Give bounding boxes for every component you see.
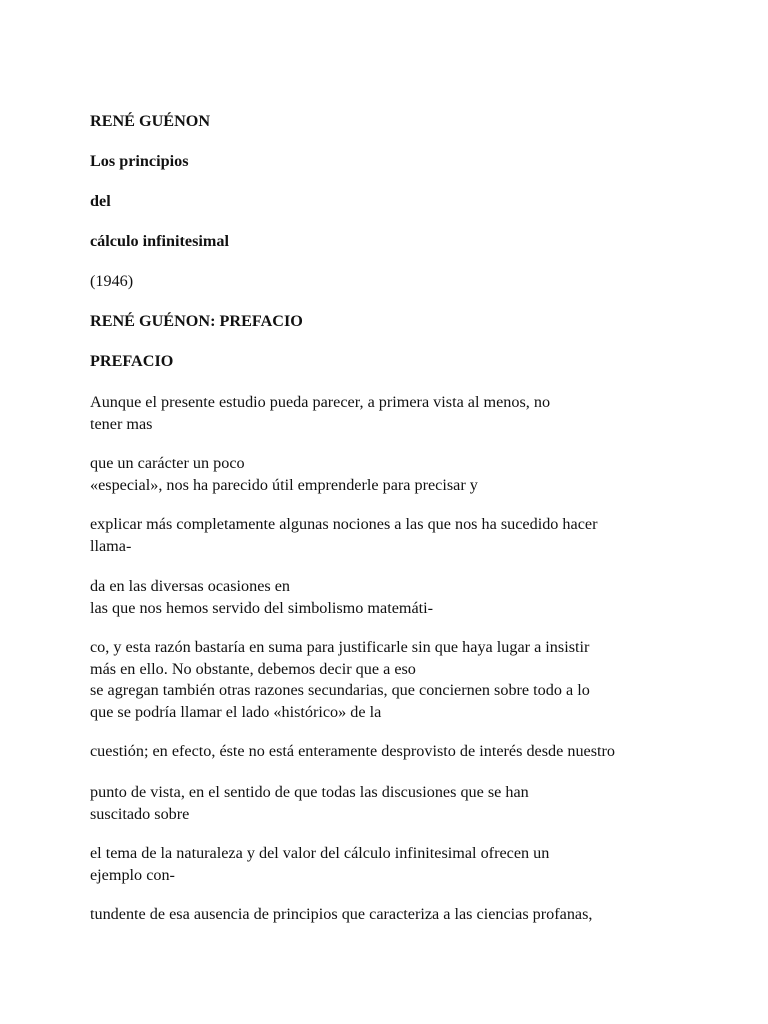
- paragraph-2: [90, 453, 690, 496]
- text-line: más en ello. No obstante, debemos decir que a eso: [90, 659, 416, 678]
- text-line: llama-: [90, 536, 132, 555]
- text-line: explicar más completamente algunas nociones a las que nos ha sucedido hacer: [90, 515, 598, 533]
- paragraph-9: [90, 904, 690, 926]
- text-line: suscitado sobre: [90, 804, 190, 823]
- section-heading: RENÉ GUÉNON: PREFACIO: [90, 312, 303, 330]
- text-line: tundente de esa ausencia de principios que caracteriza a las ciencias profanas,: [90, 905, 593, 923]
- text-line: Aunque el presente estudio pueda parecer, a primera vista al menos, no: [90, 393, 551, 411]
- text-line: se agregan también otras razones secundarias, que conciernen sobre todo a lo: [90, 681, 590, 699]
- text-line: las que nos hemos servido del simbolismo matemáti-: [90, 598, 434, 617]
- paragraph-8: [90, 843, 690, 886]
- paragraph-1: [90, 392, 690, 435]
- text-line: da en las diversas ocasiones en: [90, 577, 291, 595]
- text-line: punto de vista, en el sentido de que todas las discusiones que se han: [90, 783, 529, 801]
- preface-heading: PREFACIO: [90, 352, 174, 370]
- text-line: que un carácter un poco: [90, 454, 245, 472]
- text-line: el tema de la naturaleza y del valor del cálculo infinitesimal ofrecen un: [90, 844, 550, 862]
- publication-year: (1946): [90, 272, 134, 290]
- text-line: que se podría llamar el lado «histórico» de la: [90, 702, 382, 721]
- text-line: cuestión; en efecto, éste no está enteramente desprovisto de interés desde nuestro: [90, 742, 616, 760]
- paragraph-5: [90, 637, 690, 723]
- text-line: «especial», nos ha parecido útil emprenderle para precisar y: [90, 475, 478, 494]
- text-line: ejemplo con-: [90, 865, 175, 884]
- title-line-1: Los principios: [90, 152, 189, 170]
- title-line-2: del: [90, 192, 111, 210]
- author-heading: RENÉ GUÉNON: [90, 112, 211, 130]
- paragraph-4: [90, 576, 690, 619]
- paragraph-6: [90, 741, 690, 763]
- title-line-3: cálculo infinitesimal: [90, 232, 229, 250]
- paragraph-3: [90, 514, 690, 557]
- text-line: co, y esta razón bastaría en suma para justificarle sin que haya lugar a insistir: [90, 638, 590, 656]
- text-line: tener mas: [90, 414, 153, 433]
- paragraph-7: [90, 782, 690, 825]
